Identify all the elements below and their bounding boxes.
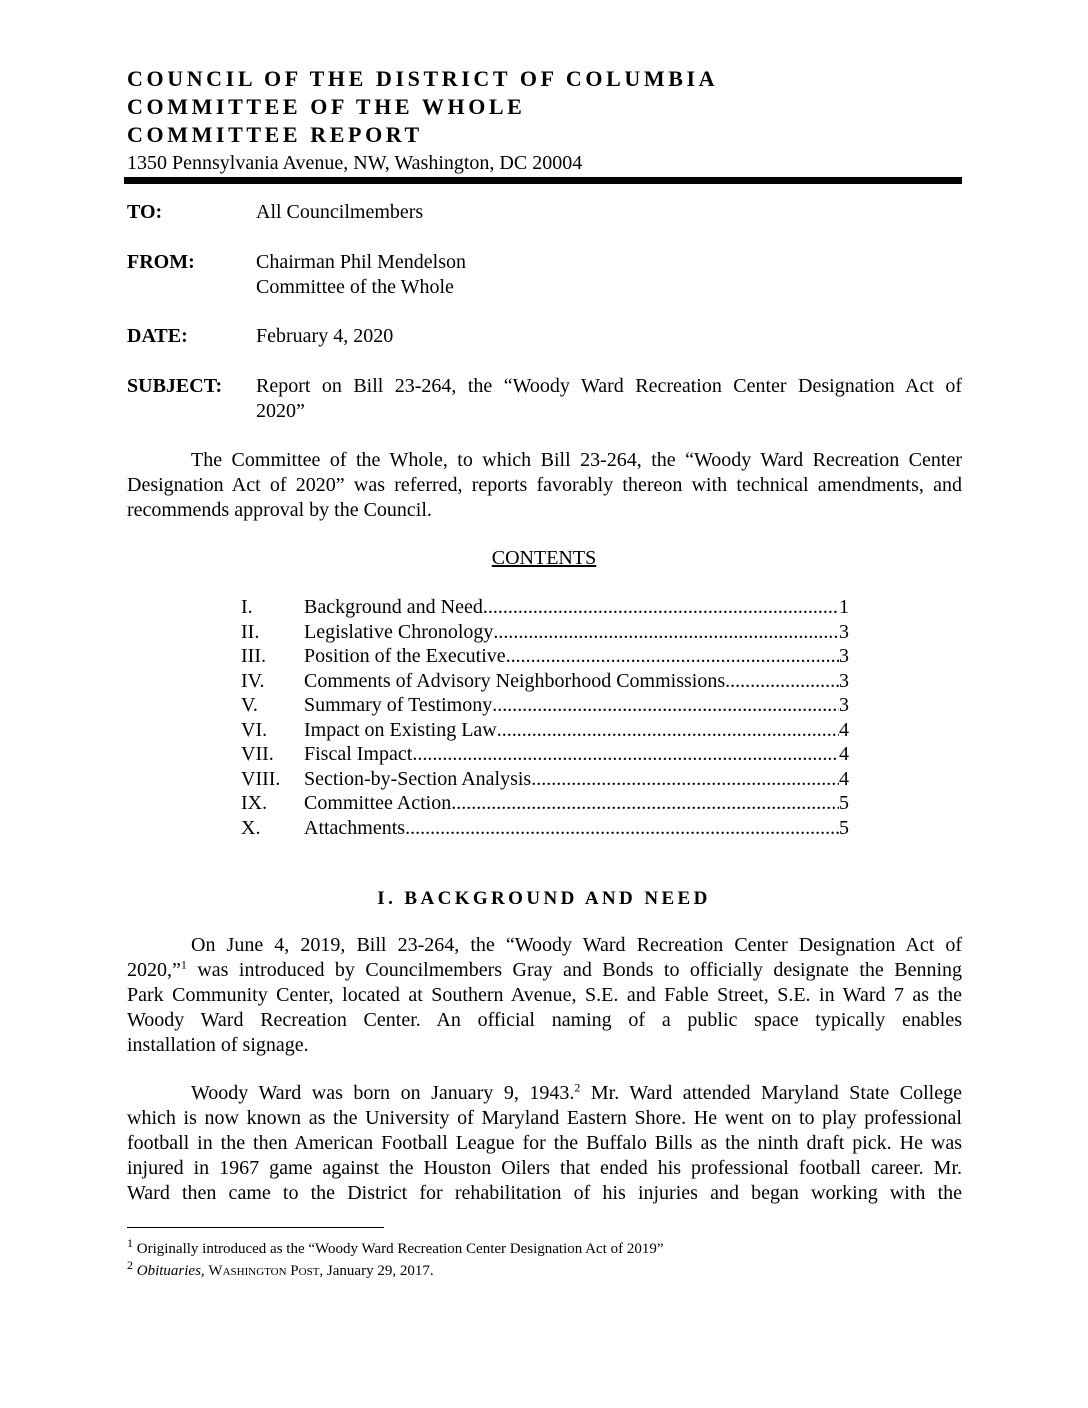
toc-title-leader <box>304 816 839 840</box>
toc-number: II. <box>241 620 260 643</box>
to-value: All Councilmembers <box>256 201 424 223</box>
toc-number: V. <box>241 694 258 716</box>
para2-line-4: injured in 1967 game against the Houston Oilers that ended his professional football career. Mr. <box>127 1157 962 1179</box>
toc-dot-leader <box>412 742 839 766</box>
para1-line-1: On June 4, 2019, Bill 23-264, the “Woody Ward Recreation Center Designation Act of <box>191 934 962 956</box>
toc-title-leader <box>304 595 839 619</box>
toc-dot-leader <box>531 767 839 791</box>
toc-number: X. <box>241 816 261 839</box>
para1-line-4: Woody Ward Recreation Center. An official naming of a public space typically enables <box>127 1009 962 1031</box>
toc-title: Impact on Existing Law <box>304 718 497 741</box>
toc-title: Section-by-Section Analysis <box>304 767 532 790</box>
address: 1350 Pennsylvania Avenue, NW, Washington, DC 20004 <box>127 152 583 174</box>
toc-item[interactable] <box>241 718 849 742</box>
background-paragraph-1 <box>127 933 962 1058</box>
from-value-name: Chairman Phil Mendelson <box>256 251 466 273</box>
para2-line-3: football in the then American Football League for the Buffalo Bills as the ninth draft pick. He was <box>127 1132 962 1154</box>
toc-item[interactable] <box>241 816 849 840</box>
toc-item[interactable] <box>241 620 849 644</box>
toc-number: I. <box>241 596 253 618</box>
toc-dot-leader <box>492 693 839 717</box>
toc-title: Background and Need <box>304 596 483 618</box>
para2-line-5: Ward then came to the District for rehabilitation of his injuries and began working with the <box>127 1182 962 1204</box>
intro-line-3: recommends approval by the Council. <box>127 499 432 521</box>
toc-title: Legislative Chronology <box>304 620 494 643</box>
toc-number: IX. <box>241 792 268 814</box>
toc-item[interactable] <box>241 595 849 619</box>
section-heading: I. BACKGROUND AND NEED <box>377 888 711 909</box>
toc-number: III. <box>241 645 266 667</box>
toc-dot-leader <box>483 595 839 619</box>
toc-page-number: 5 <box>839 816 849 839</box>
toc-page-number: 3 <box>839 620 849 643</box>
toc-title: Attachments <box>304 816 406 839</box>
header-rule <box>124 177 962 184</box>
toc-title-leader <box>304 718 839 742</box>
toc-dot-leader <box>497 718 839 742</box>
toc-item[interactable] <box>241 767 849 791</box>
toc-title: Summary of Testimony <box>304 694 493 716</box>
toc-title-leader <box>304 669 839 693</box>
toc-page-number: 4 <box>839 743 849 765</box>
toc-page-number: 3 <box>839 669 849 692</box>
toc-number: VIII. <box>241 767 281 790</box>
council-title: COUNCIL OF THE DISTRICT OF COLUMBIA <box>127 66 719 91</box>
toc-number: VI. <box>241 718 268 741</box>
footnote-ref-1[interactable]: 1 <box>180 957 187 972</box>
footnote-1: $^1$ Originally introduced as the “Woody Ward Recreation Center Designation Act of 2019” <box>127 1236 664 1257</box>
subject-line-1: Report on Bill 23-264, the “Woody Ward Recreation Center Designation Act of <box>256 375 962 397</box>
date-label: DATE: <box>127 325 188 347</box>
toc-dot-leader <box>451 791 839 815</box>
toc-item[interactable] <box>241 791 849 815</box>
toc-title-leader <box>304 791 839 815</box>
footnote-ref-2[interactable]: 2 <box>574 1080 581 1095</box>
toc-page-number: 3 <box>839 694 849 716</box>
toc-title: Position of the Executive <box>304 645 506 667</box>
toc-title: Fiscal Impact <box>304 743 413 765</box>
toc-page-number: 4 <box>839 718 849 741</box>
para1-line-2: 2020,”$^1$ was introduced by Councilmembers Gray and Bonds to officially designate the Benning <box>127 957 962 981</box>
from-value-committee: Committee of the Whole <box>256 276 454 298</box>
toc-item[interactable] <box>241 669 849 693</box>
toc-item[interactable] <box>241 742 849 766</box>
toc-page-number: 5 <box>839 792 849 814</box>
para1-line-3: Park Community Center, located at Southern Avenue, S.E. and Fable Street, S.E. in Ward 7 as the <box>127 984 962 1006</box>
toc-item[interactable] <box>241 693 849 717</box>
committee-title: COMMITTEE OF THE WHOLE <box>127 94 526 119</box>
to-label: TO: <box>127 201 163 223</box>
toc-number: VII. <box>241 743 274 765</box>
intro-paragraph <box>127 448 962 523</box>
toc-title: Comments of Advisory Neighborhood Commissions <box>304 669 726 692</box>
toc-title-leader <box>304 620 839 644</box>
toc-title-leader <box>304 644 839 668</box>
toc-page-number: 4 <box>839 767 849 790</box>
contents-heading: CONTENTS <box>491 547 597 569</box>
toc-title-leader <box>304 693 839 717</box>
toc-title-leader <box>304 767 839 791</box>
para2-line-2: which is now known as the University of Maryland Eastern Shore. He went on to play professional <box>127 1107 962 1129</box>
toc-dot-leader <box>725 669 839 693</box>
background-paragraph-2 <box>127 1081 962 1206</box>
subject-line-2: 2020” <box>256 400 305 422</box>
date-value: February 4, 2020 <box>256 325 394 347</box>
toc-title-leader <box>304 742 839 766</box>
para2-line-1: Woody Ward was born on January 9, 1943.$^2$ Mr. Ward attended Maryland State College <box>191 1080 962 1104</box>
toc-dot-leader <box>506 644 839 668</box>
toc-dot-leader <box>493 620 839 644</box>
toc-dot-leader <box>405 816 839 840</box>
footnote-2: $^2$ Obituaries, Washington Post, January 29, 2017. <box>127 1258 434 1279</box>
toc-page-number: 3 <box>839 645 849 667</box>
toc-title: Committee Action <box>304 792 452 814</box>
subject-label: SUBJECT: <box>127 375 223 397</box>
intro-line-1: The Committee of the Whole, to which Bill 23-264, the “Woody Ward Recreation Center <box>191 449 962 471</box>
from-label: FROM: <box>127 251 195 273</box>
report-title: COMMITTEE REPORT <box>127 122 423 147</box>
toc-page-number: 1 <box>839 596 849 618</box>
toc-number: IV. <box>241 669 265 692</box>
toc-item[interactable] <box>241 644 849 668</box>
para1-line-5: installation of signage. <box>127 1034 309 1056</box>
footnote-rule <box>127 1227 384 1228</box>
intro-line-2: Designation Act of 2020” was referred, reports favorably thereon with technical amendments, and <box>127 474 962 496</box>
